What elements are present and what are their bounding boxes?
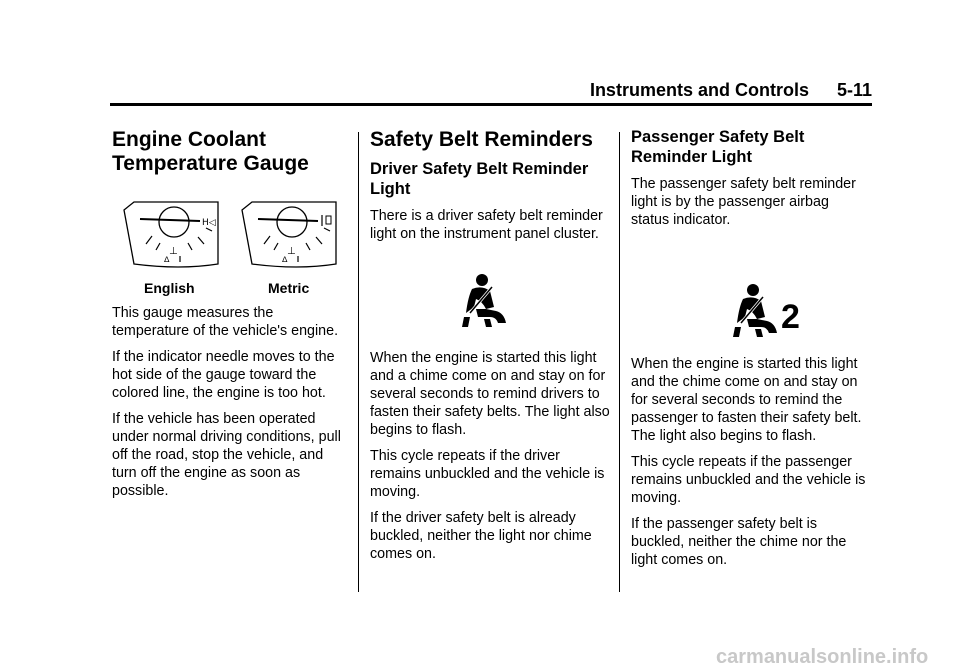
passenger-icon-area — [631, 237, 867, 355]
driver-reminder-paragraph-1: When the engine is started this light and a chime come on and stay on for several seconds to remind drivers to fasten their safety belts. The light also begins to flash. — [370, 350, 610, 438]
driver-reminder-paragraph-3: If the driver safety belt is already buckled, neither the light nor chime comes on. — [370, 510, 592, 562]
coolant-paragraph-3: If the vehicle has been operated under normal driving conditions, pull off the road, stop the vehicle, and turn off the engine as soon as possible. — [112, 411, 341, 499]
passenger-reminder-intro: The passenger safety belt reminder light is by the passenger airbag status indicator. — [631, 176, 856, 228]
coolant-gauge-english-icon — [120, 198, 222, 274]
column-divider-2 — [619, 132, 620, 592]
caption-metric: Metric — [268, 280, 310, 296]
column-divider-1 — [358, 132, 359, 592]
seatbelt-driver-icon — [456, 273, 512, 329]
passenger-reminder-subheading: Passenger Safety Belt Reminder Light — [631, 128, 805, 166]
header-rule — [110, 103, 872, 106]
section-title: Instruments and Controls — [589, 80, 809, 100]
driver-reminder-paragraph-2: This cycle repeats if the driver remains unbuckled and the vehicle is moving. — [370, 448, 605, 500]
passenger-reminder-paragraph-2: This cycle repeats if the passenger remains unbuckled and the vehicle is moving. — [631, 454, 866, 506]
svg-text:⊥: ⊥ — [287, 246, 296, 257]
coolant-gauge-metric-icon — [238, 198, 340, 274]
driver-reminder-subheading: Driver Safety Belt Reminder Light — [370, 160, 589, 198]
passenger-icon-number: 2 — [781, 298, 800, 336]
seatbelt-passenger-icon — [727, 283, 783, 339]
passenger-reminder-paragraph-1: When the engine is started this light and the chime come on and stay on for several seconds to remind the passenger to fasten their safety belt. The light also begins to flash. — [631, 356, 862, 444]
svg-text:ᐃ: ᐃ — [282, 255, 288, 264]
svg-text:H◁: H◁ — [202, 218, 216, 228]
page-header — [110, 80, 872, 102]
svg-text:ᐃ: ᐃ — [164, 255, 170, 264]
driver-reminder-intro: There is a driver safety belt reminder light on the instrument panel cluster. — [370, 208, 603, 242]
gauge-illustrations — [112, 198, 344, 304]
coolant-heading: Engine Coolant Temperature Gauge — [112, 128, 309, 175]
coolant-paragraph-1: This gauge measures the temperature of the vehicle's engine. — [112, 305, 339, 339]
column-coolant-gauge — [112, 128, 344, 508]
caption-english: English — [144, 280, 195, 296]
column-safety-belt-reminders — [370, 128, 610, 571]
passenger-reminder-paragraph-3: If the passenger safety belt is buckled, neither the chime nor the light comes on. — [631, 516, 847, 568]
page-number: 5-11 — [836, 80, 872, 100]
column-passenger-reminder — [631, 128, 867, 577]
svg-text:⊥: ⊥ — [169, 246, 178, 257]
safety-belt-heading: Safety Belt Reminders — [370, 128, 593, 151]
driver-icon-area — [370, 251, 610, 349]
coolant-paragraph-2: If the indicator needle moves to the hot side of the gauge toward the colored line, the engine is too hot. — [112, 349, 335, 401]
watermark: carmanualsonline.info — [716, 646, 929, 668]
